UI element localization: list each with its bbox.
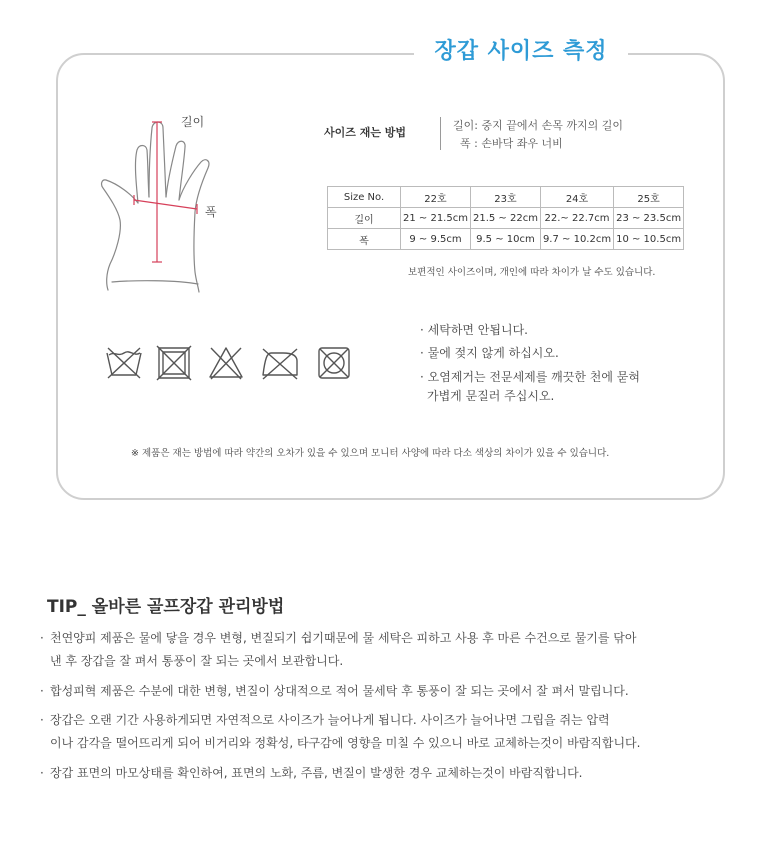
hand-illustration	[96, 112, 221, 297]
table-cell: 22.~ 22.7cm	[540, 208, 613, 229]
table-cell: 23 ~ 23.5cm	[614, 208, 684, 229]
measure-title: 사이즈 재는 방법	[324, 126, 407, 139]
table-cell: 9 ~ 9.5cm	[401, 229, 471, 250]
table-cell: 24호	[540, 187, 613, 208]
table-cell: 21.5 ~ 22cm	[470, 208, 540, 229]
bullet: ·	[40, 631, 44, 645]
care-item-continued: 가볍게 문질러 주십시오.	[427, 389, 555, 403]
tip-line: 이나 감각을 떨어뜨리게 되어 비거리와 정확성, 타구감에 영향을 미칠 수 있으니 바로 교체하는것이 바람직합니다.	[50, 736, 641, 750]
table-cell: 길이	[328, 208, 401, 229]
table-row	[328, 208, 684, 229]
tip-line: 낸 후 장갑을 잘 펴서 통풍이 잘 되는 곳에서 보관합니다.	[50, 654, 344, 668]
table-header-row	[328, 187, 684, 208]
care-icons	[105, 345, 355, 381]
width-label: 폭	[205, 205, 217, 219]
care-item: · 물에 젖지 않게 하십시오.	[420, 346, 559, 360]
no-dry-clean-icon	[157, 346, 191, 380]
table-cell: 9.5 ~ 10cm	[470, 229, 540, 250]
bullet: ·	[40, 684, 44, 698]
table-cell: 폭	[328, 229, 401, 250]
size-note: 보편적인 사이즈이며, 개인에 따라 차이가 날 수도 있습니다.	[408, 267, 656, 278]
panel-title: 장갑 사이즈 측정	[414, 34, 628, 70]
table-cell: 22호	[401, 187, 471, 208]
length-label: 길이	[181, 115, 205, 129]
care-item: · 오염제거는 전문세제를 깨끗한 천에 묻혀	[420, 370, 640, 384]
tip-line: 장갑은 오랜 기간 사용하게되면 자연적으로 사이즈가 늘어나게 됩니다. 사이즈가 늘어나면 그립을 쥐는 압력	[50, 713, 610, 727]
bullet: ·	[40, 713, 44, 727]
divider	[440, 117, 441, 150]
table-cell: 21 ~ 21.5cm	[401, 208, 471, 229]
no-iron-icon	[263, 349, 297, 379]
tip-line: 천연양피 제품은 물에 닿을 경우 변형, 변질되기 쉽기때문에 물 세탁은 피하고 사용 후 마른 수건으로 물기를 닦아	[50, 631, 637, 645]
table-cell: 10 ~ 10.5cm	[614, 229, 684, 250]
table-row	[328, 229, 684, 250]
length-description: 길이: 중지 끝에서 손목 까지의 길이	[453, 119, 623, 132]
size-table	[327, 186, 684, 250]
table-cell: 23호	[470, 187, 540, 208]
table-cell: 25호	[614, 187, 684, 208]
no-wash-icon	[107, 348, 141, 378]
disclaimer: ※ 제품은 재는 방법에 따라 약간의 오차가 있을 수 있으며 모니터 사양에 따라 다소 색상의 차이가 있을 수 있습니다.	[131, 448, 610, 459]
bullet: ·	[40, 766, 44, 780]
no-bleach-icon	[210, 348, 242, 379]
no-tumble-dry-icon	[319, 348, 349, 378]
tip-title: TIP_ 올바른 골프장갑 관리방법	[47, 597, 285, 617]
care-item: · 세탁하면 안됩니다.	[420, 323, 528, 337]
table-cell: Size No.	[328, 187, 401, 208]
tip-line: 합성피혁 제품은 수분에 대한 변형, 변질이 상대적으로 적어 물세탁 후 통풍이 잘 되는 곳에서 잘 펴서 말립니다.	[50, 684, 629, 698]
tip-line: 장갑 표면의 마모상태를 확인하여, 표면의 노화, 주름, 변질이 발생한 경우 교체하는것이 바람직합니다.	[50, 766, 583, 780]
width-description: 폭 : 손바닥 좌우 너비	[460, 137, 563, 150]
table-cell: 9.7 ~ 10.2cm	[540, 229, 613, 250]
